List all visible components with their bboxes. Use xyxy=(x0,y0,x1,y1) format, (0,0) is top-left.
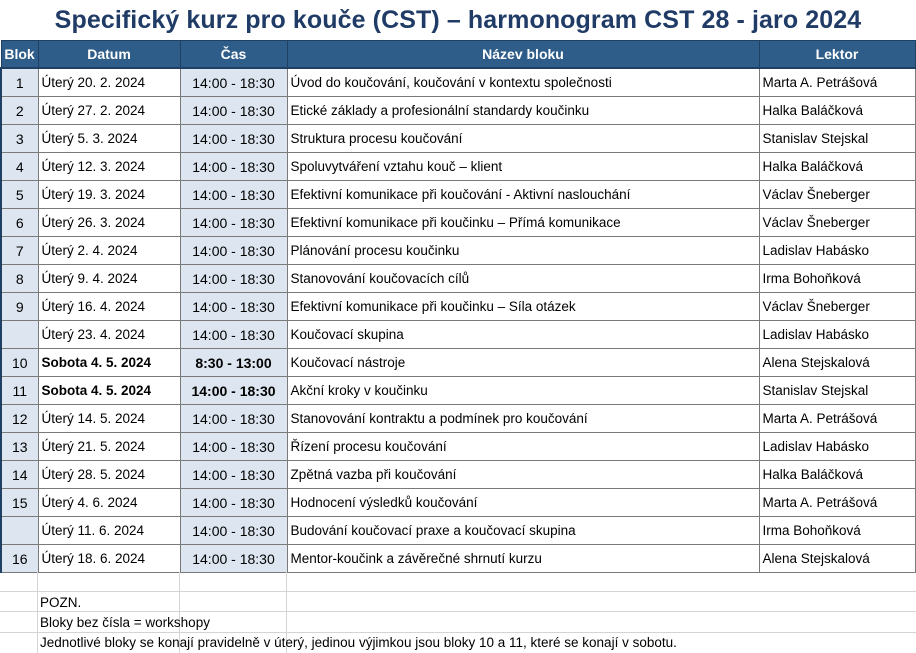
cell-blok: 11 xyxy=(1,377,38,405)
cell-block-name: Etické základy a profesionální standardy koučinku xyxy=(287,97,759,125)
cell-time: 14:00 - 18:30 xyxy=(180,181,287,209)
cell-lecturer: Ladislav Habásko xyxy=(759,321,915,349)
table-row xyxy=(1,153,915,181)
cell-block-name: Zpětná vazba při koučování xyxy=(287,461,759,489)
cell-block-name: Plánování procesu koučinku xyxy=(287,237,759,265)
cell-date: Úterý 5. 3. 2024 xyxy=(38,125,180,153)
cell-blok: 4 xyxy=(1,153,38,181)
table-row xyxy=(1,405,915,433)
table-row xyxy=(1,265,915,293)
cell-date: Úterý 11. 6. 2024 xyxy=(38,517,180,545)
cell-lecturer: Halka Baláčková xyxy=(759,153,915,181)
cell-block-name: Budování koučovací praxe a koučovací skupina xyxy=(287,517,759,545)
cell-time: 14:00 - 18:30 xyxy=(180,517,287,545)
cell-block-name: Mentor-koučink a závěrečné shrnutí kurzu xyxy=(287,545,759,573)
table-row xyxy=(1,181,915,209)
cell-block-name: Spoluvytváření vztahu kouč – klient xyxy=(287,153,759,181)
cell-date: Úterý 26. 3. 2024 xyxy=(38,209,180,237)
cell-time: 14:00 - 18:30 xyxy=(180,489,287,517)
table-row xyxy=(1,461,915,489)
header-date: Datum xyxy=(38,41,180,69)
cell-block-name: Koučovací nástroje xyxy=(287,349,759,377)
cell-time: 14:00 - 18:30 xyxy=(180,237,287,265)
cell-block-name: Efektivní komunikace při koučování - Aktivní naslouchání xyxy=(287,181,759,209)
cell-block-name: Úvod do koučování, koučování v kontextu společnosti xyxy=(287,68,759,97)
cell-block-name: Stanovování koučovacích cílů xyxy=(287,265,759,293)
cell-date: Úterý 27. 2. 2024 xyxy=(38,97,180,125)
cell-time: 8:30 - 13:00 xyxy=(180,349,287,377)
header-name: Název bloku xyxy=(287,41,759,69)
cell-block-name: Efektivní komunikace při koučinku – Síla otázek xyxy=(287,293,759,321)
cell-block-name: Koučovací skupina xyxy=(287,321,759,349)
cell-blok: 9 xyxy=(1,293,38,321)
cell-lecturer: Václav Šneberger xyxy=(759,209,915,237)
cell-blok: 12 xyxy=(1,405,38,433)
cell-lecturer: Alena Stejskalová xyxy=(759,349,915,377)
cell-blok: 10 xyxy=(1,349,38,377)
cell-date: Úterý 12. 3. 2024 xyxy=(38,153,180,181)
cell-date: Úterý 9. 4. 2024 xyxy=(38,265,180,293)
table-row xyxy=(1,209,915,237)
cell-time: 14:00 - 18:30 xyxy=(180,125,287,153)
table-row xyxy=(1,293,915,321)
table-row xyxy=(1,517,915,545)
cell-date: Úterý 18. 6. 2024 xyxy=(38,545,180,573)
note-line-1: Bloky bez čísla = workshopy xyxy=(40,615,210,630)
cell-lecturer: Alena Stejskalová xyxy=(759,545,915,573)
cell-time: 14:00 - 18:30 xyxy=(180,68,287,97)
cell-blok: 14 xyxy=(1,461,38,489)
header-blok: Blok xyxy=(1,41,38,69)
cell-time: 14:00 - 18:30 xyxy=(180,321,287,349)
cell-time: 14:00 - 18:30 xyxy=(180,153,287,181)
schedule-table xyxy=(0,40,916,573)
cell-date: Úterý 21. 5. 2024 xyxy=(38,433,180,461)
cell-date: Sobota 4. 5. 2024 xyxy=(38,349,180,377)
table-row xyxy=(1,97,915,125)
cell-date: Úterý 4. 6. 2024 xyxy=(38,489,180,517)
table-row xyxy=(1,433,915,461)
cell-time: 14:00 - 18:30 xyxy=(180,97,287,125)
cell-block-name: Efektivní komunikace při koučinku – Přímá komunikace xyxy=(287,209,759,237)
cell-lecturer: Marta A. Petrášová xyxy=(759,489,915,517)
cell-block-name: Struktura procesu koučování xyxy=(287,125,759,153)
header-row xyxy=(1,41,915,69)
cell-date: Úterý 16. 4. 2024 xyxy=(38,293,180,321)
cell-blok: 7 xyxy=(1,237,38,265)
table-row xyxy=(1,349,915,377)
cell-blok: 5 xyxy=(1,181,38,209)
table-row xyxy=(1,545,915,573)
cell-lecturer: Halka Baláčková xyxy=(759,461,915,489)
cell-time: 14:00 - 18:30 xyxy=(180,265,287,293)
cell-time: 14:00 - 18:30 xyxy=(180,405,287,433)
cell-lecturer: Irma Bohoňková xyxy=(759,517,915,545)
cell-blok: 13 xyxy=(1,433,38,461)
cell-lecturer: Václav Šneberger xyxy=(759,181,915,209)
table-row xyxy=(1,68,915,97)
cell-lecturer: Marta A. Petrášová xyxy=(759,405,915,433)
cell-blok: 3 xyxy=(1,125,38,153)
cell-time: 14:00 - 18:30 xyxy=(180,545,287,573)
notes-area xyxy=(0,572,916,653)
cell-blok: 16 xyxy=(1,545,38,573)
cell-lecturer: Marta A. Petrášová xyxy=(759,68,915,97)
cell-block-name: Akční kroky v koučinku xyxy=(287,377,759,405)
cell-lecturer: Halka Baláčková xyxy=(759,97,915,125)
note-heading: POZN. xyxy=(40,595,82,610)
table-row xyxy=(1,489,915,517)
cell-blok xyxy=(1,321,38,349)
table-row xyxy=(1,377,915,405)
cell-blok: 15 xyxy=(1,489,38,517)
cell-block-name: Stanovování kontraktu a podmínek pro koučování xyxy=(287,405,759,433)
note-line-2: Jednotlivé bloky se konají pravidelně v úterý, jedinou výjimkou jsou bloky 10 a 11, které se konají v sobotu. xyxy=(40,635,677,650)
cell-time: 14:00 - 18:30 xyxy=(180,293,287,321)
cell-date: Úterý 14. 5. 2024 xyxy=(38,405,180,433)
cell-lecturer: Václav Šneberger xyxy=(759,293,915,321)
cell-date: Sobota 4. 5. 2024 xyxy=(38,377,180,405)
cell-time: 14:00 - 18:30 xyxy=(180,209,287,237)
cell-blok: 2 xyxy=(1,97,38,125)
cell-block-name: Řízení procesu koučování xyxy=(287,433,759,461)
cell-blok: 6 xyxy=(1,209,38,237)
cell-date: Úterý 20. 2. 2024 xyxy=(38,68,180,97)
cell-lecturer: Irma Bohoňková xyxy=(759,265,915,293)
cell-blok: 8 xyxy=(1,265,38,293)
cell-time: 14:00 - 18:30 xyxy=(180,461,287,489)
cell-lecturer: Stanislav Stejskal xyxy=(759,377,915,405)
page-title: Specifický kurz pro kouče (CST) – harmonogram CST 28 - jaro 2024 xyxy=(54,6,862,34)
cell-block-name: Hodnocení výsledků koučování xyxy=(287,489,759,517)
cell-date: Úterý 28. 5. 2024 xyxy=(38,461,180,489)
cell-blok xyxy=(1,517,38,545)
cell-date: Úterý 19. 3. 2024 xyxy=(38,181,180,209)
cell-time: 14:00 - 18:30 xyxy=(180,433,287,461)
cell-lecturer: Ladislav Habásko xyxy=(759,237,915,265)
cell-blok: 1 xyxy=(1,68,38,97)
header-time: Čas xyxy=(180,41,287,69)
cell-date: Úterý 23. 4. 2024 xyxy=(38,321,180,349)
cell-date: Úterý 2. 4. 2024 xyxy=(38,237,180,265)
table-row xyxy=(1,237,915,265)
table-row xyxy=(1,125,915,153)
cell-lecturer: Ladislav Habásko xyxy=(759,433,915,461)
header-lecturer: Lektor xyxy=(759,41,915,69)
cell-time: 14:00 - 18:30 xyxy=(180,377,287,405)
cell-lecturer: Stanislav Stejskal xyxy=(759,125,915,153)
table-row xyxy=(1,321,915,349)
